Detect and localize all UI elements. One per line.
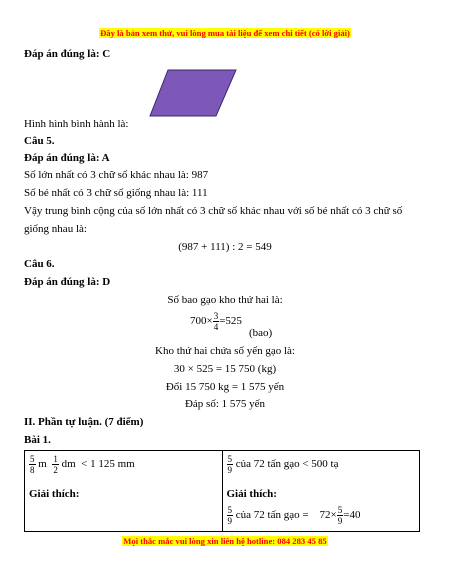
table-cell-left — [25, 451, 223, 532]
right-calc-right: =40 — [343, 509, 361, 522]
part2-bai: Bài 1. — [24, 434, 51, 446]
q4-caption: Hình hình bình hành là: — [24, 118, 129, 130]
parallelogram-shape — [148, 68, 238, 118]
left-fraction-1-den: 8 — [30, 465, 35, 475]
right-explain-fraction-den: 9 — [227, 516, 232, 526]
left-unit-2: dm — [61, 458, 76, 471]
right-explain-fraction — [227, 505, 234, 526]
q6-line1: Số bao gạo kho thứ hai là: — [167, 294, 283, 306]
left-unit-1: m — [38, 458, 47, 471]
right-calc-den: 9 — [337, 516, 343, 526]
q6-line5: Đáp số: 1 575 yến — [184, 398, 266, 410]
q6-formula-right: =525 — [219, 315, 242, 328]
right-expression — [227, 454, 339, 475]
header-banner: Đây là bản xem thử, vui lòng mua tài liệu để xem chi tiết (có lời giải) — [100, 28, 350, 38]
right-fraction-num: 5 — [227, 454, 232, 464]
right-explain-text: của 72 tấn gạo = — [235, 509, 309, 522]
q5-line1: Số lớn nhất có 3 chữ số khác nhau là: 987 — [24, 169, 209, 181]
left-explain-label: Giải thích: — [29, 488, 80, 500]
left-fraction-2-num: 1 — [53, 454, 58, 464]
left-fraction-1-num: 5 — [30, 454, 35, 464]
right-calc-left: 72× — [319, 509, 337, 522]
q5-answer: Đáp án đúng là: A — [24, 152, 110, 164]
left-expression — [29, 454, 135, 475]
q6-formula-denominator: 4 — [213, 322, 219, 332]
right-explain-line — [227, 505, 361, 526]
q5-line3b: giống nhau là: — [24, 223, 87, 235]
q6-line2: Kho thứ hai chứa số yến gạo là: — [155, 345, 295, 357]
q6-formula — [190, 311, 242, 332]
q6-formula-numerator: 3 — [213, 311, 219, 321]
right-explain-label: Giải thích: — [226, 488, 277, 500]
q4-answer: Đáp án đúng là: C — [24, 48, 111, 60]
footer-banner: Mọi thắc mắc vui lòng xin liên hệ hotline: 084 283 45 85 — [123, 536, 327, 546]
part2-title: II. Phần tự luận. (7 điểm) — [24, 416, 144, 428]
answer-table — [24, 450, 420, 532]
right-fraction — [227, 454, 234, 475]
left-fraction-2-den: 2 — [53, 465, 58, 475]
left-compare: < 1 125 mm — [81, 458, 135, 471]
q5-title: Câu 5. — [24, 135, 55, 147]
q6-formula-left: 700× — [190, 315, 213, 328]
q6-answer: Đáp án đúng là: D — [24, 276, 111, 288]
right-compare-text: của 72 tấn gạo < 500 tạ — [235, 458, 339, 471]
q5-line3a: Vậy trung bình cộng của số lớn nhất có 3 chữ số khác nhau với số bé nhất có 3 chữ số — [24, 205, 403, 217]
q5-calc: (987 + 111) : 2 = 549 — [178, 241, 272, 253]
right-calc-num: 5 — [337, 505, 343, 515]
q6-title: Câu 6. — [24, 258, 55, 270]
left-fraction-1 — [29, 454, 36, 475]
right-explain-fraction-num: 5 — [227, 505, 232, 515]
left-fraction-2 — [52, 454, 59, 475]
q6-formula-unit: (bao) — [249, 327, 273, 339]
right-fraction-den: 9 — [227, 465, 232, 475]
table-cell-right — [222, 451, 420, 532]
q6-line3: 30 × 525 = 15 750 (kg) — [173, 363, 277, 375]
q6-line4: Đổi 15 750 kg = 1 575 yến — [165, 381, 285, 393]
q5-line2: Số bé nhất có 3 chữ số giống nhau là: 111 — [24, 187, 208, 199]
